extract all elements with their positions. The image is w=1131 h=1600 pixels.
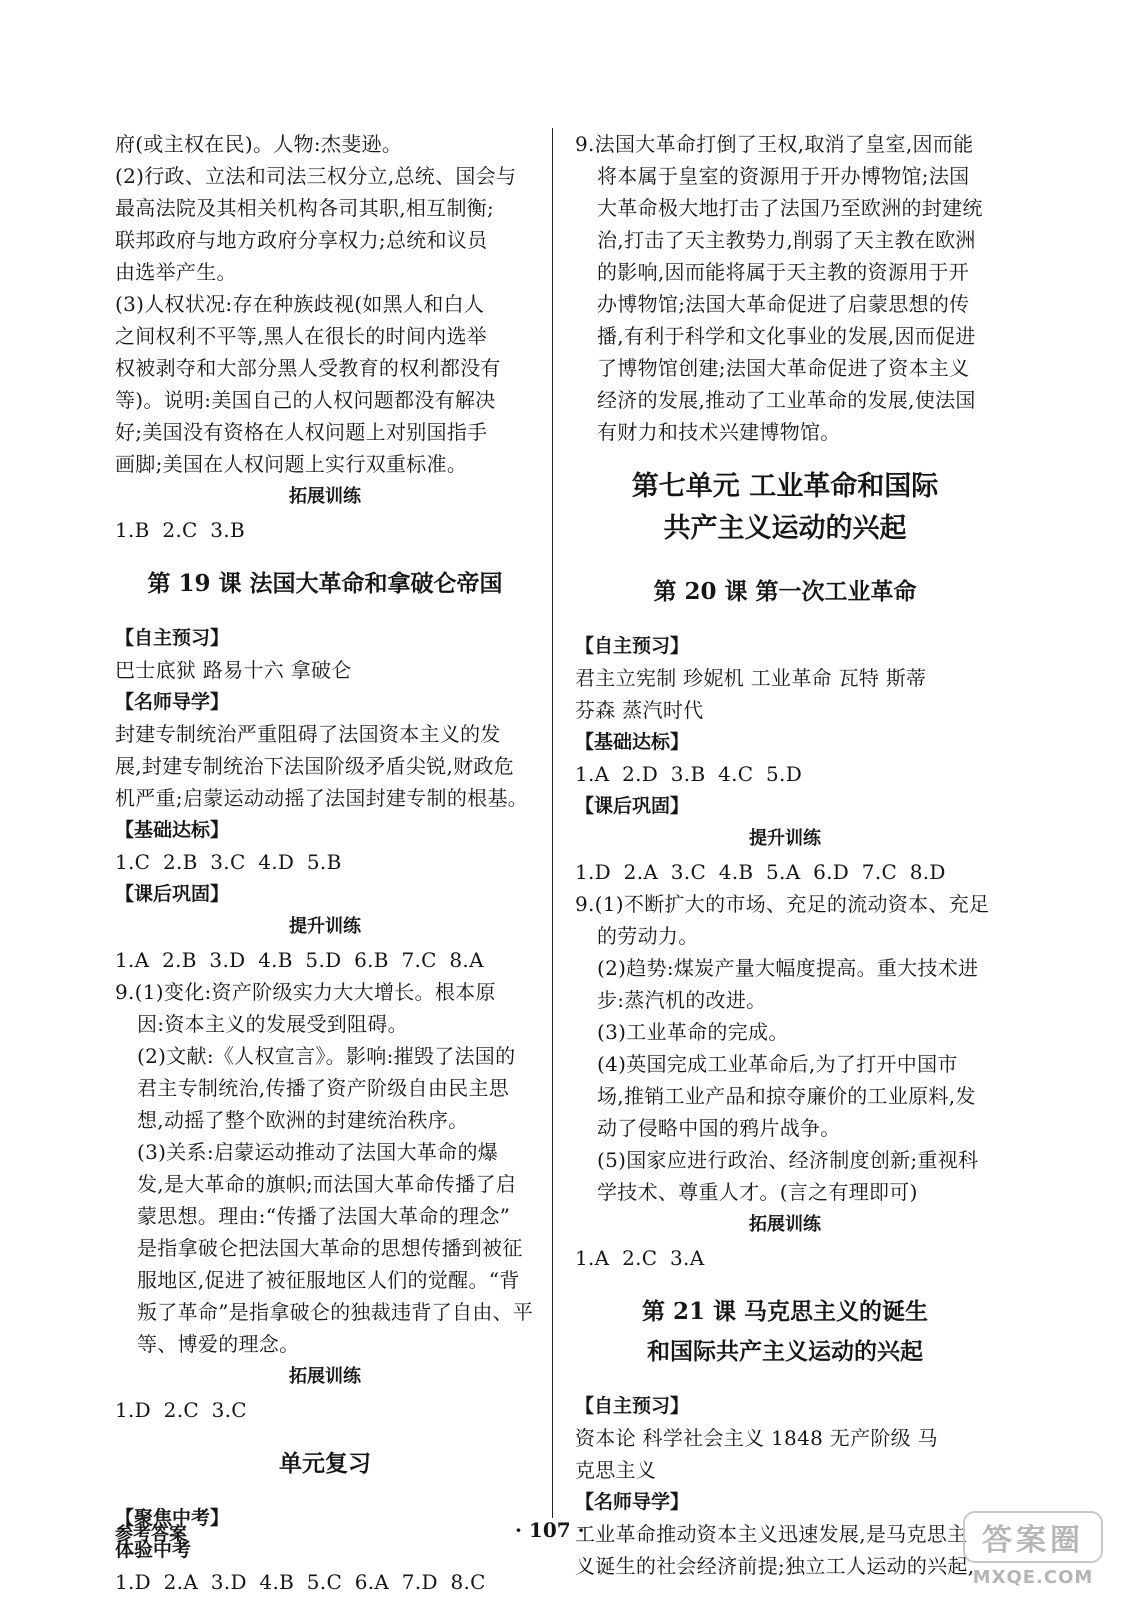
text-line: 动了侵略中国的鸦片战争。 bbox=[597, 1116, 841, 1140]
lesson-19-title: 第 19 课 法国大革命和拿破仑帝国 bbox=[147, 570, 503, 597]
mingshi-daoxue-tag: 【名师导学】 bbox=[575, 1491, 690, 1513]
watermark-logo: 答案圈 bbox=[963, 1511, 1103, 1563]
text-line: 学技术、尊重人才。(言之有理即可) bbox=[597, 1180, 918, 1204]
text-line: 因:资本主义的发展受到阻碍。 bbox=[137, 1012, 408, 1036]
text-line: 工业革命推动资本主义迅速发展,是马克思主 bbox=[575, 1522, 968, 1546]
answer-line: 巴士底狱 路易十六 拿破仑 bbox=[115, 658, 352, 682]
text-line: 之间权利不平等,黑人在很长的时间内选举 bbox=[115, 324, 488, 348]
text-line: 有财力和技术兴建博物馆。 bbox=[597, 420, 841, 444]
text-line: (3)关系:启蒙运动推动了法国大革命的爆 bbox=[137, 1140, 499, 1164]
lesson-20-title: 第 20 课 第一次工业革命 bbox=[653, 578, 917, 605]
text-line: 府(或主权在民)。人物:杰斐逊。 bbox=[115, 132, 403, 156]
left-column bbox=[115, 128, 535, 1598]
text-line: 蒙思想。理由:“传播了法国大革命的理念” bbox=[137, 1204, 511, 1228]
footer-label: 参考答案 bbox=[115, 1524, 187, 1545]
right-column bbox=[575, 128, 995, 1582]
answer-line: 君主立宪制 珍妮机 工业革命 瓦特 斯蒂 bbox=[575, 666, 927, 690]
unit-review-title: 单元复习 bbox=[279, 1450, 371, 1477]
text-line: 办博物馆;法国大革命促进了启蒙思想的传 bbox=[597, 292, 970, 316]
tuozhan-heading: 拓展训练 bbox=[749, 1214, 821, 1235]
text-line: 9.(1)不断扩大的市场、充足的流动资本、充足 bbox=[575, 892, 990, 916]
text-line: 场,推销工业产品和掠夺廉价的工业原料,发 bbox=[597, 1084, 976, 1108]
text-line: 等、博爱的理念。 bbox=[137, 1332, 300, 1356]
text-line: 9.法国大革命打倒了王权,取消了皇室,因而能 bbox=[575, 132, 974, 156]
jichu-dabiao-tag: 【基础达标】 bbox=[115, 819, 230, 841]
watermark-url: MXQE.COM bbox=[972, 1567, 1094, 1588]
answer-line: 芬森 蒸汽时代 bbox=[575, 698, 704, 722]
text-line: 君主专制统治,传播了资产阶级自由民主思 bbox=[137, 1076, 510, 1100]
text-line: 9.(1)变化:资产阶级实力大大增长。根本原 bbox=[115, 980, 496, 1004]
answer-line: 1.B 2.C 3.B bbox=[115, 518, 245, 542]
text-line: 步:蒸汽机的改进。 bbox=[597, 988, 767, 1012]
text-line: 的影响,因而能将属于天主教的资源用于开 bbox=[597, 260, 970, 284]
text-line: 义诞生的社会经济前提;独立工人运动的兴起, bbox=[575, 1554, 975, 1578]
jichu-dabiao-tag: 【基础达标】 bbox=[575, 731, 690, 753]
answer-line: 1.D 2.C 3.C bbox=[115, 1398, 247, 1422]
text-line: 治,打击了天主教势力,削弱了天主教在欧洲 bbox=[597, 228, 976, 252]
text-line: 叛了革命”是指拿破仑的独裁违背了自由、平 bbox=[137, 1300, 534, 1324]
text-line: (2)文献:《人权宣言》。影响:摧毁了法国的 bbox=[137, 1044, 516, 1068]
answer-line: 克思主义 bbox=[575, 1458, 657, 1482]
column-divider bbox=[552, 128, 553, 1518]
unit-7-title-line-1: 第七单元 工业革命和国际 bbox=[631, 471, 939, 502]
page-number: · 107 · bbox=[515, 1518, 585, 1542]
text-line: 画脚;美国在人权问题上实行双重标准。 bbox=[115, 452, 468, 476]
text-line: (3)工业革命的完成。 bbox=[597, 1020, 789, 1044]
text-line: 服地区,促进了被征服地区人们的觉醒。“背 bbox=[137, 1268, 520, 1292]
kehou-gonggu-tag: 【课后巩固】 bbox=[115, 883, 230, 905]
text-line: (3)人权状况:存在种族歧视(如黑人和白人 bbox=[115, 292, 485, 316]
tuozhan-heading: 拓展训练 bbox=[289, 1366, 361, 1387]
text-line: 发,是大革命的旗帜;而法国大革命传播了启 bbox=[137, 1172, 517, 1196]
answer-line: 1.A 2.C 3.A bbox=[575, 1246, 705, 1270]
text-line: 经济的发展,推动了工业革命的发展,使法国 bbox=[597, 388, 976, 412]
zizhu-yuxi-tag: 【自主预习】 bbox=[115, 627, 230, 649]
tisheng-heading: 提升训练 bbox=[749, 828, 821, 849]
unit-7-title bbox=[575, 466, 995, 550]
lesson-21-title-line-2: 和国际共产主义运动的兴起 bbox=[647, 1338, 923, 1365]
answer-line: 1.A 2.D 3.B 4.C 5.D bbox=[575, 762, 803, 786]
zizhu-yuxi-tag: 【自主预习】 bbox=[575, 635, 690, 657]
text-line: 机严重;启蒙运动动摇了法国封建专制的根基。 bbox=[115, 786, 529, 810]
text-line: 最高法院及其相关机构各司其职,相互制衡; bbox=[115, 196, 495, 220]
text-line: 联邦政府与地方政府分享权力;总统和议员 bbox=[115, 228, 488, 252]
kehou-gonggu-tag: 【课后巩固】 bbox=[575, 795, 690, 817]
mingshi-daoxue-tag: 【名师导学】 bbox=[115, 691, 230, 713]
text-line: 想,动摇了整个欧洲的封建统治秩序。 bbox=[137, 1108, 469, 1132]
jujiao-zhongkao-tag: 【聚焦中考】 bbox=[115, 1507, 230, 1529]
answer-line: 1.A 2.B 3.D 4.B 5.D 6.B 7.C 8.A bbox=[115, 948, 484, 972]
text-line: 是指拿破仑把法国大革命的思想传播到被征 bbox=[137, 1236, 523, 1260]
text-line: 将本属于皇室的资源用于开办博物馆;法国 bbox=[597, 164, 970, 188]
tuozhan-heading: 拓展训练 bbox=[289, 486, 361, 507]
text-line: 由选举产生。 bbox=[115, 260, 237, 284]
text-line: 等)。说明:美国自己的人权问题都没有解决 bbox=[115, 388, 496, 412]
text-line: (5)国家应进行政治、经济制度创新;重视科 bbox=[597, 1148, 979, 1172]
zizhu-yuxi-tag: 【自主预习】 bbox=[575, 1395, 690, 1417]
text-line: 播,有利于科学和文化事业的发展,因而促进 bbox=[597, 324, 976, 348]
answer-line: 1.D 2.A 3.C 4.B 5.A 6.D 7.C 8.D bbox=[575, 860, 946, 884]
text-line: 的劳动力。 bbox=[597, 924, 699, 948]
tisheng-heading: 提升训练 bbox=[289, 916, 361, 937]
text-line: (4)英国完成工业革命后,为了打开中国市 bbox=[597, 1052, 958, 1076]
text-line: (2)趋势:煤炭产量大幅度提高。重大技术进 bbox=[597, 956, 979, 980]
text-line: 大革命极大地打击了法国乃至欧洲的封建统 bbox=[597, 196, 983, 220]
lesson-21-title-line-1: 第 21 课 马克思主义的诞生 bbox=[641, 1298, 929, 1325]
text-line: 展,封建专制统治下法国阶级矛盾尖锐,财政危 bbox=[115, 754, 515, 778]
text-line: 好;美国没有资格在人权问题上对别国指手 bbox=[115, 420, 488, 444]
answer-line: 资本论 科学社会主义 1848 无产阶级 马 bbox=[575, 1426, 938, 1450]
text-line: 了博物馆创建;法国大革命促进了资本主义 bbox=[597, 356, 970, 380]
watermark bbox=[963, 1511, 1103, 1588]
answer-line: 1.C 2.B 3.C 4.D 5.B bbox=[115, 850, 342, 874]
text-line: 权被剥夺和大部分黑人受教育的权利都没有 bbox=[115, 356, 501, 380]
text-line: 封建专制统治严重阻碍了法国资本主义的发 bbox=[115, 722, 501, 746]
answer-line: 1.D 2.A 3.D 4.B 5.C 6.A 7.D 8.C bbox=[115, 1570, 486, 1594]
lesson-21-title bbox=[575, 1292, 995, 1372]
text-line: (2)行政、立法和司法三权分立,总统、国会与 bbox=[115, 164, 517, 188]
tiyan-zhongkao-label: 体验中考 bbox=[115, 1539, 192, 1561]
unit-7-title-line-2: 共产主义运动的兴起 bbox=[663, 513, 907, 544]
